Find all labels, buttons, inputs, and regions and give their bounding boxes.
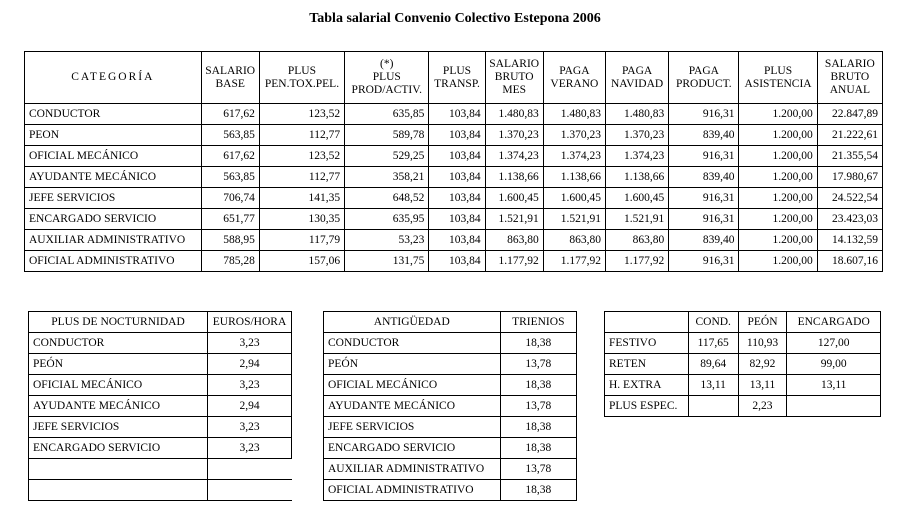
value-cell: 3,23 xyxy=(208,417,292,438)
table-row xyxy=(324,354,577,375)
table-row xyxy=(25,188,883,209)
value-cell: 2,94 xyxy=(208,396,292,417)
column-header: SALARIO BRUTO ANUAL xyxy=(817,52,882,104)
table-row xyxy=(25,146,883,167)
value-cell: 53,23 xyxy=(345,230,429,251)
table-row xyxy=(25,251,883,272)
value-cell: 916,31 xyxy=(669,188,739,209)
value-cell: 103,84 xyxy=(429,251,485,272)
value-cell: 103,84 xyxy=(429,209,485,230)
table-row xyxy=(324,375,577,396)
value-cell: 1.521,91 xyxy=(605,209,668,230)
table-row xyxy=(324,438,577,459)
value-cell: 112,77 xyxy=(259,125,344,146)
table-row xyxy=(29,396,292,417)
value-cell: 1.370,23 xyxy=(605,125,668,146)
column-header: TRIENIOS xyxy=(500,312,576,333)
column-header: PLUS PEN.TOX.PEL. xyxy=(259,52,344,104)
table-row xyxy=(25,230,883,251)
label-cell: CONDUCTOR xyxy=(324,333,501,354)
value-cell: 123,52 xyxy=(259,146,344,167)
value-cell: 127,00 xyxy=(787,333,881,354)
label-cell: ENCARGADO SERVICIO xyxy=(29,438,208,459)
table-row xyxy=(29,438,292,459)
table-row xyxy=(29,375,292,396)
value-cell: 103,84 xyxy=(429,104,485,125)
table-row xyxy=(324,417,577,438)
category-header: CATEGORÍA xyxy=(25,52,202,104)
value-cell: 563,85 xyxy=(201,167,259,188)
value-cell: 1.200,00 xyxy=(739,209,817,230)
column-header xyxy=(605,312,689,333)
value-cell: 839,40 xyxy=(669,167,739,188)
value-cell: 3,23 xyxy=(208,333,292,354)
table-row xyxy=(25,167,883,188)
value-cell: 1.200,00 xyxy=(739,125,817,146)
label-cell: H. EXTRA xyxy=(605,375,689,396)
value-cell: 141,35 xyxy=(259,188,344,209)
column-header: PLUS DE NOCTURNIDAD xyxy=(29,312,208,333)
empty-cell xyxy=(208,459,292,480)
column-header: COND. xyxy=(688,312,738,333)
value-cell: 1.600,45 xyxy=(485,188,543,209)
value-cell: 82,92 xyxy=(738,354,787,375)
category-cell: OFICIAL ADMINISTRATIVO xyxy=(25,251,202,272)
value-cell: 112,77 xyxy=(259,167,344,188)
empty-row xyxy=(29,480,292,501)
night-bonus-table xyxy=(28,311,292,501)
value-cell: 103,84 xyxy=(429,188,485,209)
value-cell xyxy=(688,396,738,417)
value-cell: 17.980,67 xyxy=(817,167,882,188)
value-cell: 916,31 xyxy=(669,251,739,272)
value-cell: 1.200,00 xyxy=(739,167,817,188)
value-cell: 18,38 xyxy=(500,417,576,438)
value-cell: 18,38 xyxy=(500,375,576,396)
value-cell: 89,64 xyxy=(688,354,738,375)
value-cell: 1.374,23 xyxy=(485,146,543,167)
table-row xyxy=(25,209,883,230)
table-row xyxy=(29,333,292,354)
value-cell: 1.200,00 xyxy=(739,104,817,125)
value-cell: 916,31 xyxy=(669,146,739,167)
value-cell: 863,80 xyxy=(543,230,605,251)
label-cell: CONDUCTOR xyxy=(29,333,208,354)
column-header: PLUS TRANSP. xyxy=(429,52,485,104)
value-cell: 839,40 xyxy=(669,125,739,146)
value-cell: 22.847,89 xyxy=(817,104,882,125)
value-cell: 21.222,61 xyxy=(817,125,882,146)
category-cell: AUXILIAR ADMINISTRATIVO xyxy=(25,230,202,251)
value-cell: 2,94 xyxy=(208,354,292,375)
value-cell: 157,06 xyxy=(259,251,344,272)
value-cell: 13,11 xyxy=(787,375,881,396)
salary-table xyxy=(24,51,883,272)
label-cell: PEÓN xyxy=(324,354,501,375)
table-row xyxy=(605,333,881,354)
value-cell: 863,80 xyxy=(605,230,668,251)
category-cell: AYUDANTE MECÁNICO xyxy=(25,167,202,188)
value-cell xyxy=(787,396,881,417)
value-cell: 529,25 xyxy=(345,146,429,167)
value-cell: 1.200,00 xyxy=(739,188,817,209)
value-cell: 131,75 xyxy=(345,251,429,272)
value-cell: 617,62 xyxy=(201,104,259,125)
value-cell: 103,84 xyxy=(429,167,485,188)
column-header: PAGA NAVIDAD xyxy=(605,52,668,104)
value-cell: 635,85 xyxy=(345,104,429,125)
label-cell: OFICIAL ADMINISTRATIVO xyxy=(324,480,501,501)
value-cell: 3,23 xyxy=(208,375,292,396)
label-cell: OFICIAL MECÁNICO xyxy=(324,375,501,396)
value-cell: 14.132,59 xyxy=(817,230,882,251)
value-cell: 1.177,92 xyxy=(605,251,668,272)
value-cell: 117,65 xyxy=(688,333,738,354)
column-header: PLUS ASISTENCIA xyxy=(739,52,817,104)
table-row xyxy=(324,396,577,417)
column-header: ENCARGADO xyxy=(787,312,881,333)
value-cell: 588,95 xyxy=(201,230,259,251)
label-cell: AYUDANTE MECÁNICO xyxy=(29,396,208,417)
column-header: EUROS/HORA xyxy=(208,312,292,333)
value-cell: 123,52 xyxy=(259,104,344,125)
value-cell: 13,78 xyxy=(500,396,576,417)
value-cell: 1.138,66 xyxy=(605,167,668,188)
value-cell: 18,38 xyxy=(500,438,576,459)
value-cell: 18.607,16 xyxy=(817,251,882,272)
extra-pay-table xyxy=(604,311,881,417)
value-cell: 1.177,92 xyxy=(543,251,605,272)
label-cell: AUXILIAR ADMINISTRATIVO xyxy=(324,459,501,480)
value-cell: 13,78 xyxy=(500,354,576,375)
value-cell: 103,84 xyxy=(429,230,485,251)
value-cell: 24.522,54 xyxy=(817,188,882,209)
label-cell: PLUS ESPEC. xyxy=(605,396,689,417)
value-cell: 863,80 xyxy=(485,230,543,251)
value-cell: 130,35 xyxy=(259,209,344,230)
value-cell: 18,38 xyxy=(500,480,576,501)
empty-row xyxy=(29,459,292,480)
category-cell: CONDUCTOR xyxy=(25,104,202,125)
category-cell: JEFE SERVICIOS xyxy=(25,188,202,209)
value-cell: 13,78 xyxy=(500,459,576,480)
table-row xyxy=(324,459,577,480)
label-cell: JEFE SERVICIOS xyxy=(29,417,208,438)
value-cell: 651,77 xyxy=(201,209,259,230)
table-row xyxy=(605,375,881,396)
value-cell: 3,23 xyxy=(208,438,292,459)
value-cell: 1.521,91 xyxy=(543,209,605,230)
empty-cell xyxy=(29,459,208,480)
value-cell: 99,00 xyxy=(787,354,881,375)
category-cell: PEON xyxy=(25,125,202,146)
value-cell: 589,78 xyxy=(345,125,429,146)
value-cell: 1.370,23 xyxy=(485,125,543,146)
value-cell: 563,85 xyxy=(201,125,259,146)
value-cell: 110,93 xyxy=(738,333,787,354)
column-header: (*) PLUS PROD/ACTIV. xyxy=(345,52,429,104)
empty-cell xyxy=(29,480,208,501)
value-cell: 1.374,23 xyxy=(543,146,605,167)
value-cell: 1.480,83 xyxy=(485,104,543,125)
value-cell: 916,31 xyxy=(669,104,739,125)
table-row xyxy=(605,396,881,417)
value-cell: 916,31 xyxy=(669,209,739,230)
value-cell: 1.200,00 xyxy=(739,146,817,167)
value-cell: 1.600,45 xyxy=(543,188,605,209)
value-cell: 635,95 xyxy=(345,209,429,230)
column-header: PEÓN xyxy=(738,312,787,333)
value-cell: 13,11 xyxy=(688,375,738,396)
value-cell: 839,40 xyxy=(669,230,739,251)
value-cell: 2,23 xyxy=(738,396,787,417)
seniority-table xyxy=(323,311,577,501)
table-row xyxy=(25,125,883,146)
value-cell: 1.374,23 xyxy=(605,146,668,167)
category-cell: OFICIAL MECÁNICO xyxy=(25,146,202,167)
value-cell: 1.200,00 xyxy=(739,251,817,272)
value-cell: 785,28 xyxy=(201,251,259,272)
value-cell: 18,38 xyxy=(500,333,576,354)
page-title: Tabla salarial Convenio Colectivo Estepona 2006 xyxy=(309,11,601,26)
column-header: ANTIGÜEDAD xyxy=(324,312,501,333)
column-header: SALARIO BRUTO MES xyxy=(485,52,543,104)
value-cell: 1.600,45 xyxy=(605,188,668,209)
column-header: SALARIO BASE xyxy=(201,52,259,104)
value-cell: 13,11 xyxy=(738,375,787,396)
label-cell: OFICIAL MECÁNICO xyxy=(29,375,208,396)
category-cell: ENCARGADO SERVICIO xyxy=(25,209,202,230)
label-cell: FESTIVO xyxy=(605,333,689,354)
value-cell: 706,74 xyxy=(201,188,259,209)
value-cell: 1.370,23 xyxy=(543,125,605,146)
value-cell: 1.138,66 xyxy=(543,167,605,188)
value-cell: 103,84 xyxy=(429,125,485,146)
value-cell: 1.138,66 xyxy=(485,167,543,188)
value-cell: 1.200,00 xyxy=(739,230,817,251)
value-cell: 358,21 xyxy=(345,167,429,188)
label-cell: ENCARGADO SERVICIO xyxy=(324,438,501,459)
column-header: PAGA PRODUCT. xyxy=(669,52,739,104)
table-row xyxy=(324,480,577,501)
value-cell: 1.480,83 xyxy=(543,104,605,125)
value-cell: 1.521,91 xyxy=(485,209,543,230)
value-cell: 1.177,92 xyxy=(485,251,543,272)
column-header: PAGA VERANO xyxy=(543,52,605,104)
label-cell: RETEN xyxy=(605,354,689,375)
label-cell: JEFE SERVICIOS xyxy=(324,417,501,438)
value-cell: 23.423,03 xyxy=(817,209,882,230)
value-cell: 648,52 xyxy=(345,188,429,209)
label-cell: AYUDANTE MECÁNICO xyxy=(324,396,501,417)
value-cell: 117,79 xyxy=(259,230,344,251)
table-row xyxy=(29,417,292,438)
table-row xyxy=(605,354,881,375)
value-cell: 21.355,54 xyxy=(817,146,882,167)
table-row xyxy=(29,354,292,375)
empty-cell xyxy=(208,480,292,501)
value-cell: 617,62 xyxy=(201,146,259,167)
value-cell: 103,84 xyxy=(429,146,485,167)
table-row xyxy=(25,104,883,125)
value-cell: 1.480,83 xyxy=(605,104,668,125)
table-row xyxy=(324,333,577,354)
label-cell: PEÓN xyxy=(29,354,208,375)
